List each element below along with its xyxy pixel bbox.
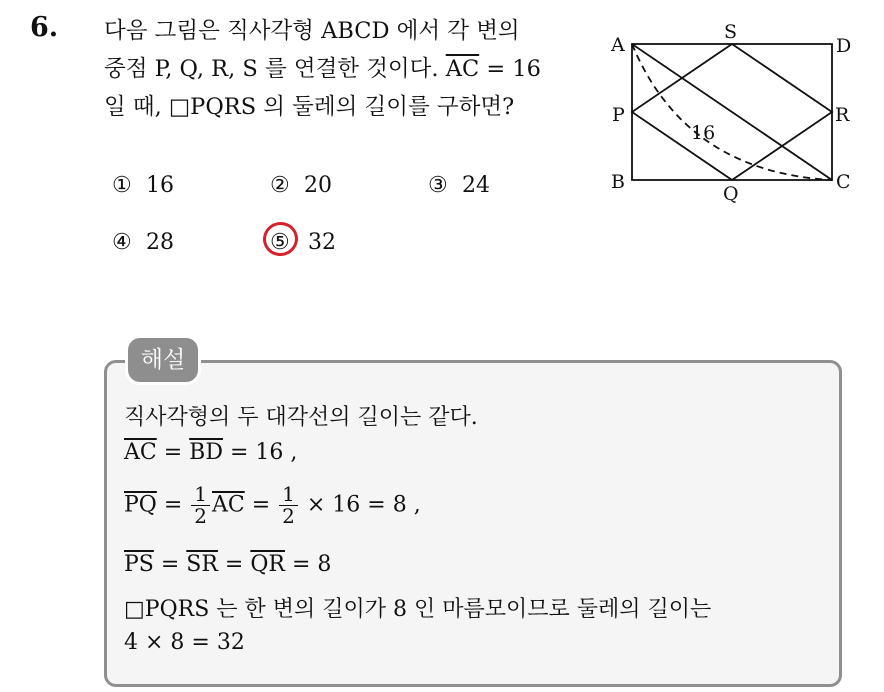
- segment-sr: $\overline{SR}$: [186, 552, 218, 577]
- option-2-value: 20: [304, 173, 332, 198]
- fraction-denominator: 2: [194, 504, 207, 528]
- label-d: D: [836, 35, 852, 57]
- solution-line-4: [124, 552, 331, 577]
- solution-line-5: □PQRS 는 한 변의 길이가 8 인 마름모이므로 둘레의 길이는: [124, 597, 712, 622]
- option-3-value: 24: [462, 173, 490, 198]
- segment-ac: $\overline{AC}$: [445, 56, 480, 82]
- label-q: Q: [723, 183, 739, 205]
- fraction-half: [191, 484, 210, 527]
- segment-ac: $\overline{AC}$: [212, 492, 245, 518]
- question-line-2: [104, 58, 541, 81]
- solution-line-2: [124, 440, 297, 465]
- fraction-half: [279, 484, 298, 527]
- question-line-1: 다음 그림은 직사각형 ABCD 에서 각 변의: [104, 18, 520, 44]
- segment-qr: $\overline{QR}$: [250, 552, 285, 577]
- rectangle-figure: [605, 22, 855, 212]
- equals-sign: =: [244, 492, 278, 518]
- equals-sign: =: [217, 552, 251, 577]
- equals-sign: =: [156, 492, 190, 518]
- question-line-2-suffix: = 16: [479, 56, 541, 82]
- option-1-value: 16: [146, 173, 174, 198]
- segment-bd: $\overline{BD}$: [189, 440, 223, 465]
- solution-line-6: 4 × 8 = 32: [124, 630, 245, 655]
- fraction-numerator: 1: [191, 484, 210, 506]
- option-1[interactable]: [112, 173, 174, 198]
- option-5-mark: ⑤: [270, 230, 290, 255]
- option-4[interactable]: [112, 230, 174, 255]
- segment-ps: $\overline{PS}$: [124, 552, 154, 577]
- option-4-value: 28: [146, 230, 174, 255]
- label-p: P: [612, 104, 625, 126]
- label-a: A: [611, 34, 625, 56]
- option-3-mark: ③: [428, 173, 448, 198]
- option-2[interactable]: [270, 173, 332, 198]
- question-number: 6.: [30, 12, 59, 43]
- solution-line-3: [124, 484, 421, 527]
- fraction-numerator: 1: [279, 484, 298, 506]
- question-line-3: 일 때, □PQRS 의 둘레의 길이를 구하면?: [104, 94, 515, 120]
- option-2-mark: ②: [270, 173, 290, 198]
- diagonal-length-label: 16: [691, 122, 716, 144]
- equals-sign: =: [153, 552, 187, 577]
- solution-line-2-rest: = 16 ,: [222, 440, 298, 465]
- fraction-denominator: 2: [282, 504, 295, 528]
- option-5-value: 32: [308, 230, 336, 255]
- segment-pq: $\overline{PQ}$: [124, 492, 157, 518]
- solution-line-3-rest: × 16 = 8 ,: [299, 492, 421, 518]
- solution-tab: 해설: [128, 338, 198, 382]
- label-r: R: [835, 104, 850, 126]
- option-1-mark: ①: [112, 173, 132, 198]
- segment-ac: $\overline{AC}$: [124, 440, 157, 465]
- solution-line-4-rest: = 8: [284, 552, 332, 577]
- diagonal-ac: [632, 44, 832, 180]
- option-3[interactable]: [428, 173, 490, 198]
- option-4-mark: ④: [112, 230, 132, 255]
- solution-line-1: 직사각형의 두 대각선의 길이는 같다.: [124, 405, 478, 430]
- label-s: S: [724, 22, 738, 43]
- question-line-2-prefix: 중점 P, Q, R, S 를 연결한 것이다.: [104, 56, 446, 82]
- label-b: B: [611, 171, 625, 193]
- label-c: C: [836, 171, 851, 193]
- equals-sign: =: [156, 440, 190, 465]
